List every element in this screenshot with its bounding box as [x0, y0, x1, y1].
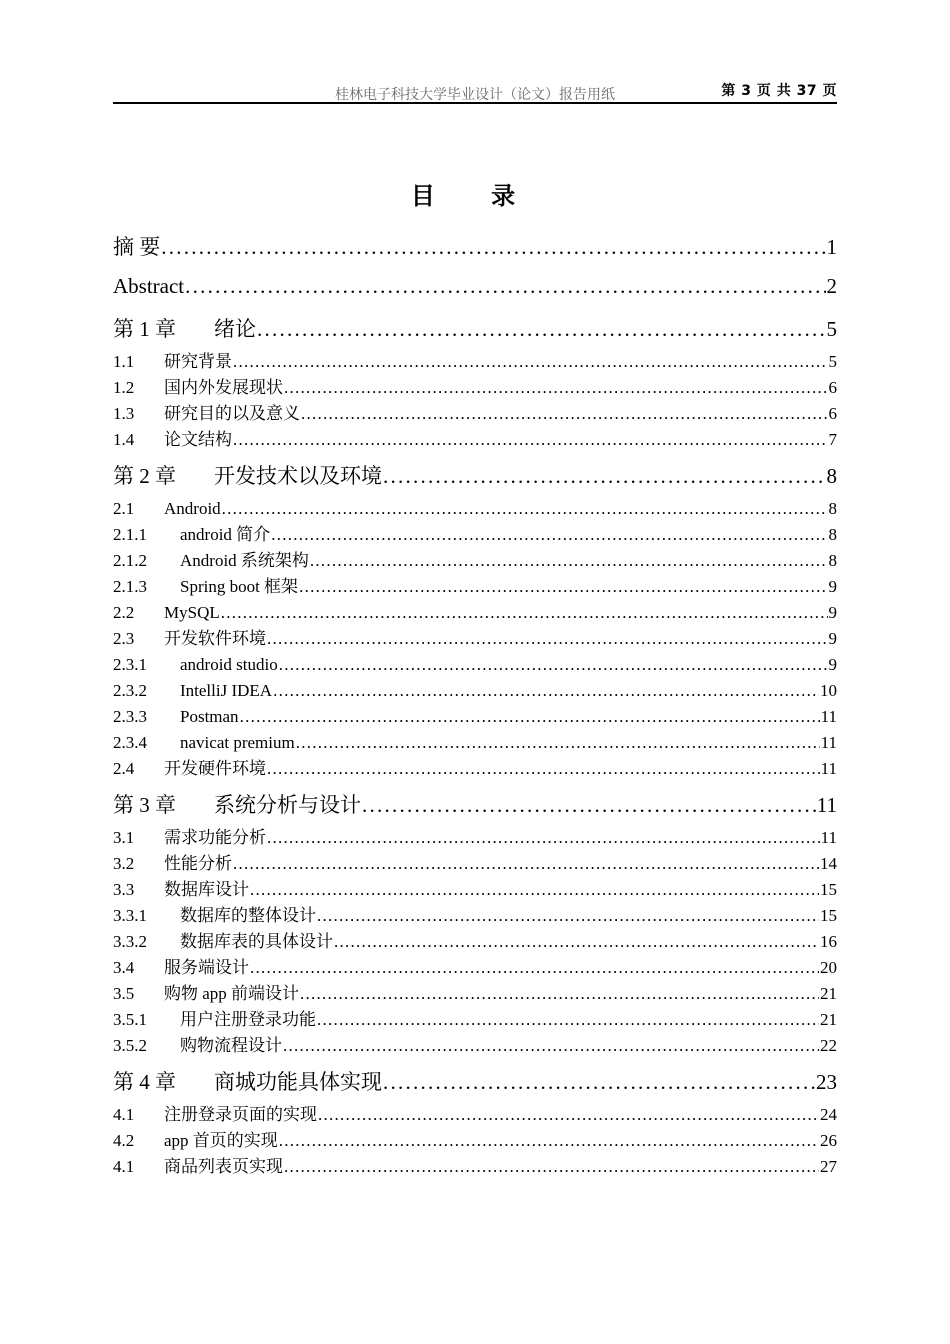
- toc-entry-page: 5: [828, 352, 837, 371]
- toc-dot-leader: [296, 730, 820, 756]
- toc-entry[interactable]: [113, 427, 837, 453]
- toc-entry-label: app 首页的实现: [164, 1131, 278, 1150]
- toc-dot-leader: [383, 1063, 815, 1102]
- toc-dot-leader: [301, 401, 828, 427]
- toc-entry-label: android studio: [180, 655, 278, 674]
- toc-entry[interactable]: [113, 825, 837, 851]
- toc-entry[interactable]: [113, 1102, 837, 1128]
- toc-entry-page: 10: [820, 681, 837, 700]
- toc-dot-leader: [317, 1007, 819, 1033]
- toc-entry[interactable]: [113, 1063, 837, 1102]
- toc-dot-leader: [271, 522, 827, 548]
- toc-entry-page: 8: [828, 551, 837, 570]
- header-page-number: 第 3 页 共 37 页: [721, 83, 837, 99]
- toc-entry-page: 11: [816, 793, 837, 817]
- toc-entry-label: 用户注册登录功能: [180, 1010, 316, 1029]
- toc-dot-leader: [250, 955, 819, 981]
- toc-entry[interactable]: [113, 786, 837, 825]
- toc-entry-label: 性能分析: [164, 854, 232, 873]
- toc-entry-page: 15: [820, 880, 837, 899]
- toc-entry-page: 11: [820, 707, 837, 726]
- toc-entry-number: 1.3: [113, 404, 135, 423]
- toc-entry-page: 7: [828, 430, 837, 449]
- toc-entry-number: 3.4: [113, 958, 135, 977]
- toc-entry-number: 第 2 章: [113, 464, 176, 488]
- toc-entry[interactable]: [113, 626, 837, 652]
- toc-entry-number: 1.1: [113, 352, 135, 371]
- toc-entry-page: 27: [820, 1157, 837, 1176]
- toc-entry-number: 第 4 章: [113, 1070, 176, 1094]
- toc-entry[interactable]: [113, 600, 837, 626]
- toc-entry-page: 8: [828, 525, 837, 544]
- toc-dot-leader: [318, 1102, 819, 1128]
- toc-entry[interactable]: [113, 228, 837, 267]
- toc-dot-leader: [233, 427, 828, 453]
- toc-entry-number: 4.1: [113, 1105, 135, 1124]
- toc-dot-leader: [233, 349, 828, 375]
- toc-entry-page: 9: [828, 655, 837, 674]
- toc-entry-number: 3.5.1: [113, 1010, 147, 1029]
- toc-entry-label: navicat premium: [180, 733, 295, 752]
- toc-entry-number: 2.3: [113, 629, 135, 648]
- toc-entry-number: 3.3.2: [113, 932, 147, 951]
- toc-entry-number: 3.2: [113, 854, 135, 873]
- toc-entry-label: Android: [164, 499, 221, 518]
- toc-dot-leader: [283, 1033, 819, 1059]
- toc-entry-label: 注册登录页面的实现: [164, 1105, 317, 1124]
- toc-dot-leader: [221, 600, 828, 626]
- toc-entry-label: 购物流程设计: [180, 1036, 282, 1055]
- toc-entry-number: 2.1.2: [113, 551, 147, 570]
- toc-entry-page: 5: [826, 317, 837, 341]
- table-of-contents: [113, 228, 837, 1180]
- toc-entry-label: 开发硬件环境: [164, 759, 266, 778]
- toc-entry-page: 20: [820, 958, 837, 977]
- toc-entry-label: MySQL: [164, 603, 220, 622]
- toc-entry-number: 2.3.2: [113, 681, 147, 700]
- toc-entry[interactable]: [113, 548, 837, 574]
- toc-entry[interactable]: [113, 1033, 837, 1059]
- toc-entry-number: 2.1.1: [113, 525, 147, 544]
- toc-dot-leader: [257, 310, 826, 349]
- toc-entry-number: 1.2: [113, 378, 135, 397]
- toc-entry-number: 第 1 章: [113, 317, 176, 341]
- toc-entry[interactable]: [113, 756, 837, 782]
- toc-entry[interactable]: [113, 704, 837, 730]
- toc-entry-number: 3.3.1: [113, 906, 147, 925]
- toc-dot-leader: [284, 1154, 819, 1180]
- toc-entry-label: Android 系统架构: [180, 551, 309, 570]
- toc-entry[interactable]: [113, 929, 837, 955]
- toc-entry-page: 9: [828, 603, 837, 622]
- toc-dot-leader: [310, 548, 828, 574]
- toc-entry-page: 6: [828, 378, 837, 397]
- toc-entry-label: 数据库的整体设计: [180, 906, 316, 925]
- toc-entry-number: 2.2: [113, 603, 135, 622]
- toc-entry-label: 绪论: [214, 317, 256, 341]
- toc-entry[interactable]: [113, 375, 837, 401]
- toc-entry-page: 11: [820, 733, 837, 752]
- toc-entry[interactable]: [113, 730, 837, 756]
- toc-entry-number: 2.1: [113, 499, 135, 518]
- toc-entry[interactable]: [113, 457, 837, 496]
- toc-entry-page: 14: [820, 854, 837, 873]
- toc-dot-leader: [233, 851, 819, 877]
- toc-dot-leader: [185, 267, 825, 306]
- toc-entry[interactable]: [113, 652, 837, 678]
- toc-entry-label: 数据库设计: [164, 880, 249, 899]
- toc-entry[interactable]: [113, 1007, 837, 1033]
- toc-entry-label: 摘 要: [113, 235, 161, 259]
- toc-entry-page: 21: [820, 1010, 837, 1029]
- toc-entry-label: 开发技术以及环境: [214, 464, 382, 488]
- toc-entry-page: 23: [816, 1070, 837, 1094]
- toc-entry-number: 2.3.3: [113, 707, 147, 726]
- header-school-text: 桂林电子科技大学毕业设计（论文）报告用纸: [335, 88, 615, 103]
- toc-entry[interactable]: [113, 1128, 837, 1154]
- toc-entry-number: 3.3: [113, 880, 135, 899]
- toc-entry-number: 4.2: [113, 1131, 135, 1150]
- toc-entry-page: 9: [828, 629, 837, 648]
- toc-entry-number: 2.4: [113, 759, 135, 778]
- toc-entry-number: 3.5: [113, 984, 135, 1003]
- toc-entry-number: 3.1: [113, 828, 135, 847]
- toc-entry-label: 论文结构: [164, 430, 232, 449]
- toc-entry[interactable]: [113, 903, 837, 929]
- toc-entry-page: 1: [826, 235, 837, 259]
- toc-entry-label: 数据库表的具体设计: [180, 932, 333, 951]
- toc-entry-page: 6: [828, 404, 837, 423]
- toc-entry[interactable]: [113, 877, 837, 903]
- toc-entry-label: IntelliJ IDEA: [180, 681, 273, 700]
- toc-entry-label: android 简介: [180, 525, 271, 544]
- toc-entry-page: 21: [820, 984, 837, 1003]
- toc-dot-leader: [299, 574, 827, 600]
- toc-entry-page: 11: [820, 828, 837, 847]
- toc-entry-label: Abstract: [113, 274, 185, 298]
- toc-entry[interactable]: [113, 574, 837, 600]
- toc-dot-leader: [161, 228, 825, 267]
- toc-entry-number: 4.1: [113, 1157, 135, 1176]
- toc-dot-leader: [300, 981, 819, 1007]
- toc-entry[interactable]: [113, 310, 837, 349]
- toc-entry-number: 2.1.3: [113, 577, 147, 596]
- toc-entry-page: 9: [828, 577, 837, 596]
- toc-entry-label: 商城功能具体实现: [214, 1070, 382, 1094]
- toc-entry[interactable]: [113, 522, 837, 548]
- toc-entry[interactable]: [113, 678, 837, 704]
- toc-dot-leader: [362, 786, 816, 825]
- toc-dot-leader: [284, 375, 828, 401]
- toc-dot-leader: [279, 1128, 819, 1154]
- toc-dot-leader: [279, 652, 828, 678]
- toc-dot-leader: [334, 929, 819, 955]
- toc-entry[interactable]: [113, 955, 837, 981]
- toc-entry[interactable]: [113, 851, 837, 877]
- toc-entry[interactable]: [113, 1154, 837, 1180]
- toc-entry-label: Postman: [180, 707, 239, 726]
- toc-entry-number: 第 3 章: [113, 793, 176, 817]
- toc-entry-label: 服务端设计: [164, 958, 249, 977]
- toc-entry[interactable]: [113, 267, 837, 306]
- toc-entry[interactable]: [113, 981, 837, 1007]
- toc-entry-label: 商品列表页实现: [164, 1157, 283, 1176]
- toc-entry-page: 2: [826, 274, 837, 298]
- toc-entry[interactable]: [113, 496, 837, 522]
- toc-entry-number: 2.3.4: [113, 733, 147, 752]
- toc-entry-number: 3.5.2: [113, 1036, 147, 1055]
- toc-entry-label: Spring boot 框架: [180, 577, 299, 596]
- toc-dot-leader: [222, 496, 828, 522]
- toc-dot-leader: [383, 457, 826, 496]
- toc-entry-label: 需求功能分析: [164, 828, 266, 847]
- toc-entry-page: 8: [828, 499, 837, 518]
- toc-entry-label: 系统分析与设计: [214, 793, 361, 817]
- toc-entry-page: 26: [820, 1131, 837, 1150]
- toc-entry-page: 16: [820, 932, 837, 951]
- toc-entry-page: 11: [820, 759, 837, 778]
- toc-dot-leader: [267, 626, 828, 652]
- toc-entry[interactable]: [113, 401, 837, 427]
- toc-entry-label: 购物 app 前端设计: [164, 984, 300, 1003]
- toc-entry-page: 8: [826, 464, 837, 488]
- toc-dot-leader: [240, 704, 820, 730]
- toc-dot-leader: [267, 825, 820, 851]
- toc-entry-label: 国内外发展现状: [164, 378, 283, 397]
- toc-dot-leader: [250, 877, 819, 903]
- toc-entry-page: 24: [820, 1105, 837, 1124]
- toc-entry-number: 2.3.1: [113, 655, 147, 674]
- toc-entry-page: 22: [820, 1036, 837, 1055]
- toc-entry-label: 开发软件环境: [164, 629, 266, 648]
- toc-entry[interactable]: [113, 349, 837, 375]
- toc-dot-leader: [267, 756, 820, 782]
- toc-dot-leader: [273, 678, 819, 704]
- toc-dot-leader: [317, 903, 819, 929]
- toc-entry-label: 研究背景: [164, 352, 232, 371]
- toc-title: 目 录: [410, 182, 540, 210]
- page-header: [113, 76, 837, 104]
- toc-entry-number: 1.4: [113, 430, 135, 449]
- toc-entry-page: 15: [820, 906, 837, 925]
- toc-entry-label: 研究目的以及意义: [164, 404, 300, 423]
